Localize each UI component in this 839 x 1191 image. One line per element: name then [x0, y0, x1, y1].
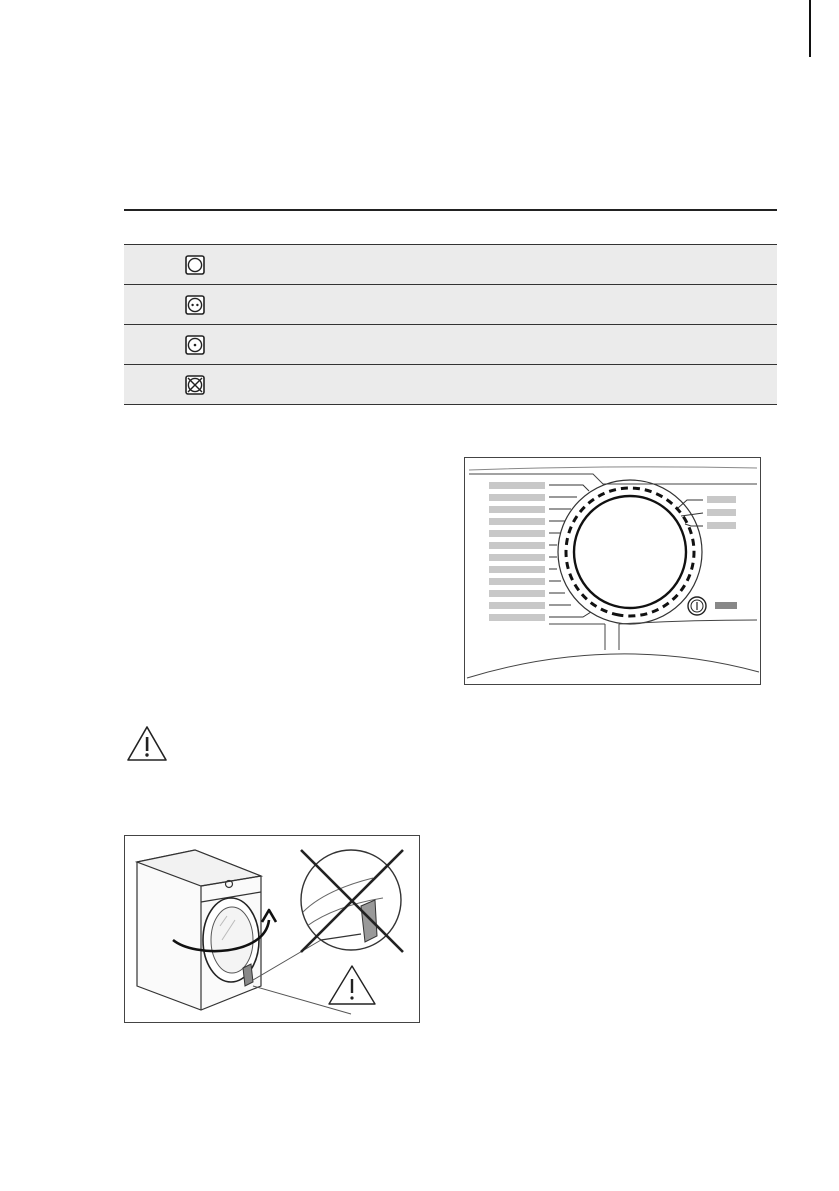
table-row [124, 245, 777, 285]
tumble-dry-low-heat-icon [184, 334, 206, 356]
dryer-door-illustration [124, 835, 420, 1023]
on-off-label [715, 602, 737, 609]
control-panel-illustration [464, 457, 761, 685]
care-symbol-table [124, 209, 777, 405]
small-warning-triangle-icon [329, 966, 375, 1004]
table-header [124, 209, 777, 245]
warning-triangle-icon [126, 725, 168, 763]
tumble-dry-normal-icon [184, 254, 206, 276]
table-row [124, 325, 777, 365]
program-labels [489, 482, 545, 621]
table-row [124, 285, 777, 325]
table-row [124, 365, 777, 405]
option-labels [707, 496, 736, 529]
page-corner-rule [809, 0, 811, 57]
do-not-tumble-dry-icon [184, 374, 206, 396]
program-knob[interactable] [574, 496, 686, 608]
tumble-dry-high-heat-icon [184, 294, 206, 316]
